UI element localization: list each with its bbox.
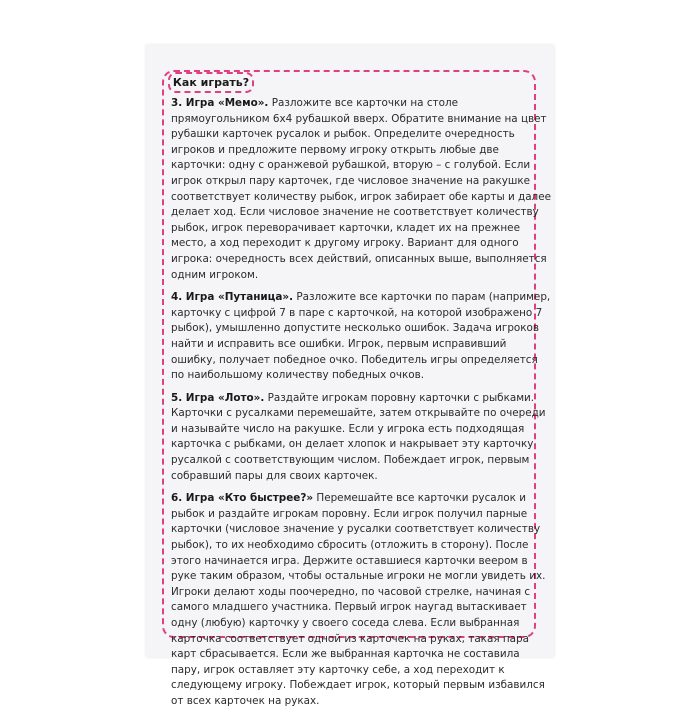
- section-paragraph: [171, 96, 551, 283]
- section-confusion: [171, 290, 551, 384]
- section-lotto: [171, 391, 551, 485]
- instructions-body: [171, 96, 551, 717]
- section-text: Разложите все карточки по парам (например, карточку с цифрой 7 в паре с карточкой, на которой изображено 7 рыбок), умышленно допустите несколько ошибок. Задача игроков найти и исправить все ошибки. Игрок, первым исправивший ошибку, получает победное очко. Победитель игры определяется по наибольшому количеству победных очков.: [171, 291, 551, 382]
- section-who-faster: [171, 491, 551, 709]
- section-paragraph: [171, 491, 551, 709]
- page-title: Как играть?: [168, 72, 254, 93]
- section-text: Раздайте игрокам поровну карточки с рыбками. Карточки с русалками перемешайте, затем открывайте по очереди и называйте число на ракушке. Если у игрока есть подходящая карточка с рыбками, он делает хлопок и накрывает эту карточку русалкой с соответствующим числом. Побеждает игрок, первым собравший пары для своих карточек.: [171, 391, 546, 482]
- section-paragraph: [171, 290, 551, 384]
- section-paragraph: [171, 391, 551, 485]
- section-heading: 6. Игра «Кто быстрее?»: [171, 492, 314, 505]
- section-heading: 5. Игра «Лото».: [171, 391, 265, 404]
- section-heading: 3. Игра «Мемо».: [171, 97, 269, 109]
- section-text: Разложите все карточки на столе прямоугольником 6х4 рубашкой вверх. Обратите внимание на цвет рубашки карточек русалок и рыбок. Определите очередность игроков и предложите первому игроку открыть любые две карточки: одну с оранжевой рубашкой, вторую – с голубой. Если игрок открыл пару карточек, где числовое значение на ракушке соответствует количеству рыбок, игрок забирает обе карты и далее делает ход. Если числовое значение не соответствует количеству рыбок, игрок переворачивает карточки, кладет их на прежнее место, а ход переходит к другому игроку. Вариант для одного игрока: очередность всех действий, описанных выше, выполняется одним игроком.: [171, 97, 551, 281]
- section-memo: [171, 96, 551, 283]
- section-text: Перемешайте все карточки русалок и рыбок и раздайте игрокам поровну. Если игрок получил парные карточки (числовое значение у русалки соответствует количеству рыбок), то их необходимо сбросить (отложить в сторону). После этого начинается игра. Держите оставшиеся карточки веером в руке таким образом, чтобы остальные игроки не могли увидеть их. Игроки делают ходы поочередно, по часовой стрелке, начиная с самого младшего участника. Первый игрок наугад вытаскивает одну (любую) карточку у своего соседа слева. Если выбранная карточка соответствует одной из карточек на руках, такая пара карт сбрасывается. Если же выбранная карточка не составила пару, игрок оставляет эту карточку себе, а ход переходит к следующему игроку. Побеждает игрок, который первым избавился от всех карточек на руках.: [171, 492, 546, 707]
- section-heading: 4. Игра «Путаница».: [171, 291, 294, 304]
